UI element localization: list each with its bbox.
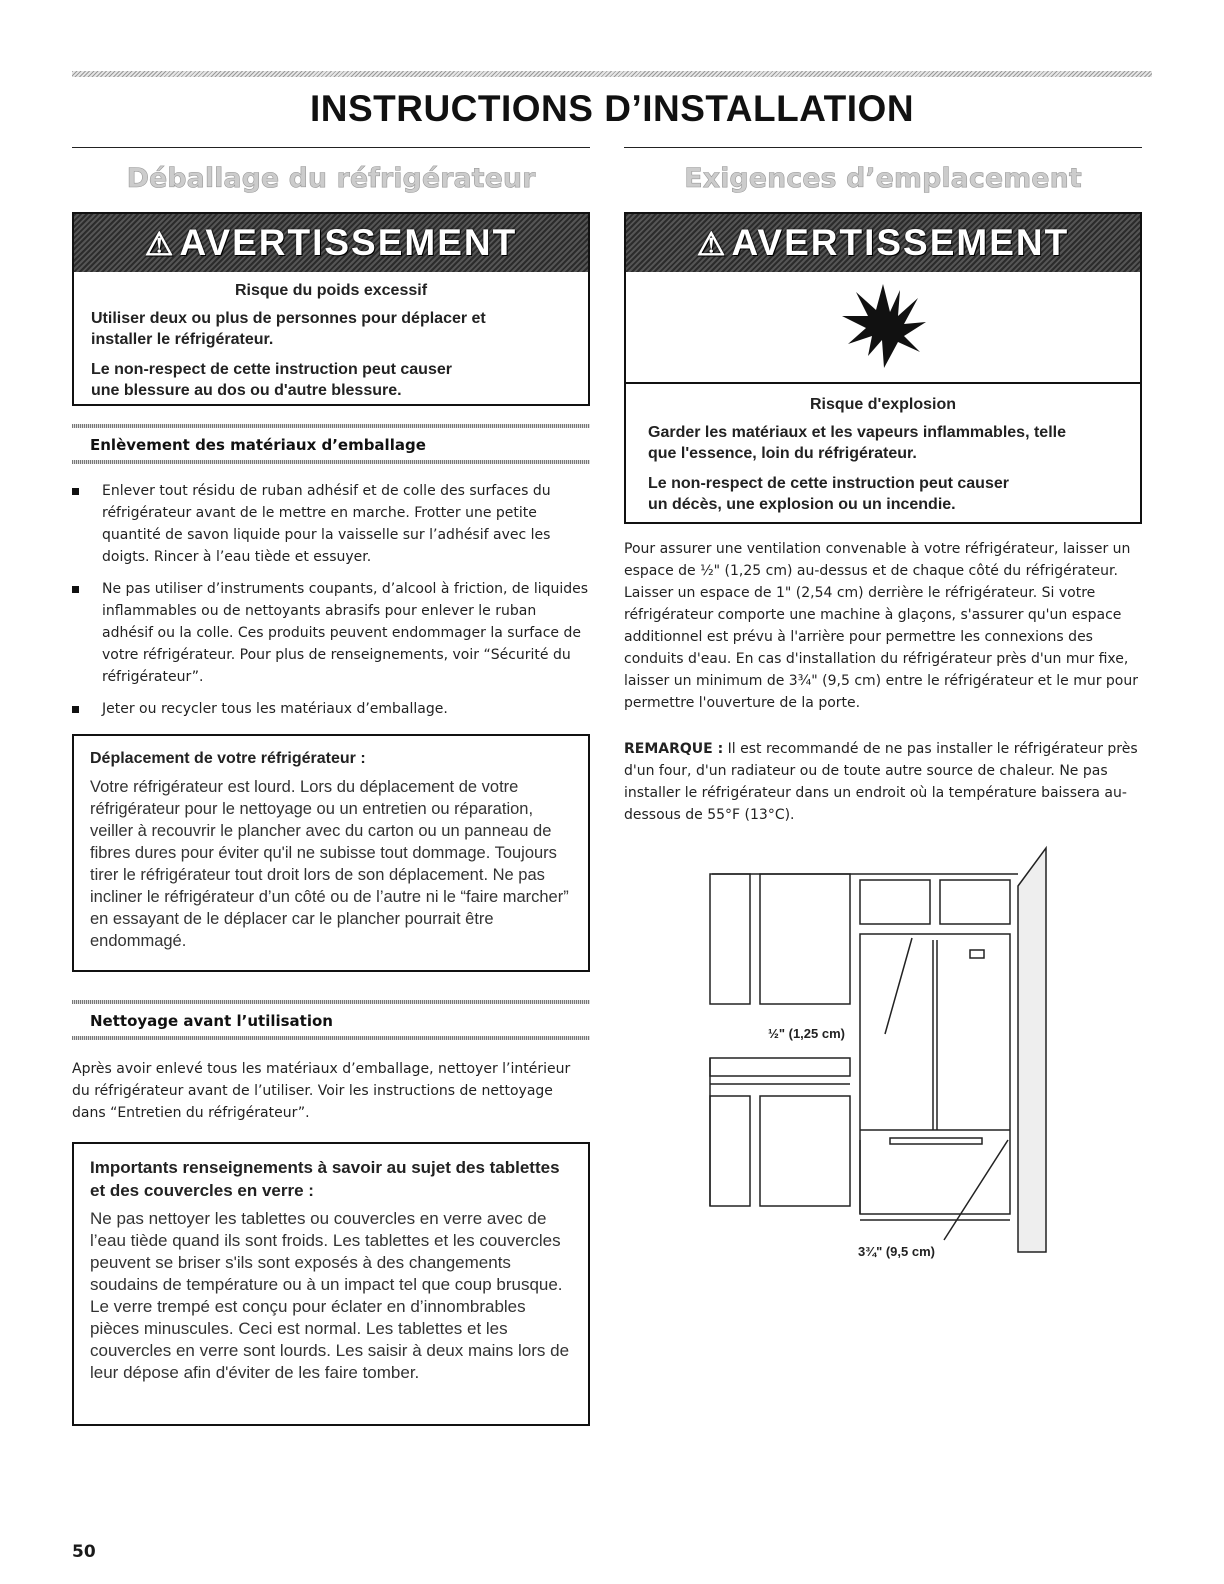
location-paragraph: Pour assurer une ventilation convenable à votre réfrigérateur, laisser un espace de ½" (1,25 cm) au-dessus et de chaque côté du réfrigérateur. Laisser un espace de 1" (2,54 cm) derrière le réfrigérateur. Si votre réfrigérateur comporte une machine à glaçons, s'assurer qu'un espace additionnel est prévu à l'arrière pour permettre les connexions des conduits d'eau. En cas d'installation du réfrigérateur près d'un mur fixe, laisser un minimum de 3¾" (9,5 cm) entre le réfrigérateur et le mur pour permettre l'ouverture de la porte.: [624, 541, 1138, 711]
warning-label: AVERTISSEMENT: [731, 222, 1070, 263]
warning-line: Garder les matériaux et les vapeurs inflammables, telle: [648, 424, 1066, 441]
moving-heading: Déplacement de votre réfrigérateur :: [90, 750, 366, 767]
left-warning-box: [72, 212, 590, 406]
warning-triangle-icon: ⚠: [696, 226, 728, 262]
packing-subhead: [72, 424, 590, 464]
warning-line: Le non-respect de cette instruction peut causer: [648, 475, 1009, 492]
explosion-icon-area: [626, 272, 1140, 384]
glass-info-box: [72, 1142, 590, 1426]
diagram-label-bottom: 3¾" (9,5 cm): [858, 1244, 935, 1259]
packing-heading: Enlèvement des matériaux d’emballage: [90, 436, 426, 454]
right-section-title: Exigences d’emplacement: [684, 163, 1082, 194]
warning-triangle-icon: ⚠: [144, 226, 176, 262]
packing-list: [72, 480, 590, 730]
divider: [72, 1036, 590, 1040]
clearance-diagram: [700, 840, 1060, 1270]
list-item: Jeter ou recycler tous les matériaux d’emballage.: [72, 698, 590, 720]
warning-line: Utiliser deux ou plus de personnes pour déplacer et: [91, 310, 486, 327]
moving-body: Votre réfrigérateur est lourd. Lors du déplacement de votre réfrigérateur pour le nettoyage ou un entretien ou réparation, veiller à recouvrir le plancher avec du carton ou un panneau de fibres dures pour éviter qu'il ne subisse tout dommage. Toujours tirer le réfrigérateur tout droit lors de son déplacement. Ne pas incliner le réfrigérateur d’un côté ou de l’autre ni le “faire marcher” en essayant de le déplacer car le plancher pourrait être endommagé.: [90, 778, 569, 950]
warning-banner: [626, 214, 1140, 272]
warning-risk: Risque d'explosion: [809, 396, 957, 413]
glass-body: Ne pas nettoyer les tablettes ou couvercles en verre avec de l’eau tiède quand ils sont froids. Les tablettes et les couvercles peuvent se briser s'ils sont exposés à des changements soudains de température ou à un impact tel que coup brusque. Le verre trempé est conçu pour éclater en d’innombrables pièces minuscules. Ceci est normal. Les tablettes et les couvercles en verre sont lourds. Les saisir à deux mains lors de leur dépose afin d'éviter de les faire tomber.: [90, 1209, 570, 1382]
right-title-rule: [624, 147, 1142, 148]
list-item: Ne pas utiliser d’instruments coupants, d’alcool à friction, de liquides inflammables ou de nettoyants abrasifs pour enlever le ruban adhésif ou la colle. Ces produits peuvent endommager la surface de votre réfrigérateur. Pour plus de renseignements, voir “Sécurité du réfrigérateur”.: [72, 578, 590, 688]
page-title: INSTRUCTIONS D’INSTALLATION: [309, 88, 915, 129]
left-section-title: Déballage du réfrigérateur: [126, 163, 536, 194]
note-label: REMARQUE :: [624, 741, 724, 757]
warning-line: installer le réfrigérateur.: [91, 331, 274, 348]
note-paragraph: [624, 738, 1142, 826]
top-hatched-bar: [72, 71, 1152, 77]
warning-risk: Risque du poids excessif: [234, 282, 428, 299]
warning-label: AVERTISSEMENT: [179, 222, 518, 263]
diagram-label-top: ½" (1,25 cm): [768, 1026, 845, 1041]
divider: [72, 460, 590, 464]
page-number: 50: [72, 1542, 96, 1562]
right-warning-box: [624, 212, 1142, 524]
glass-heading: Importants renseignements à savoir au sujet des tablettes et des couvercles en verre :: [90, 1158, 560, 1200]
note-text: Il est recommandé de ne pas installer le réfrigérateur près d'un four, d'un radiateur ou de toute autre source de chaleur. Ne pas installer le réfrigérateur dans un endroit où la température baissera au-dessous de 55°F (13°C).: [624, 741, 1138, 823]
left-title-rule: [72, 147, 590, 148]
list-item: Enlever tout résidu de ruban adhésif et de colle des surfaces du réfrigérateur avant de le mettre en marche. Frotter une petite quantité de savon liquide pour la vaisselle sur l’adhésif avec les doigts. Rincer à l’eau tiède et essuyer.: [72, 480, 590, 568]
explosion-icon: [838, 276, 928, 376]
warning-line: une blessure au dos ou d'autre blessure.: [91, 382, 402, 399]
warning-banner: [74, 214, 588, 272]
cleaning-body: Après avoir enlevé tous les matériaux d’emballage, nettoyer l’intérieur du réfrigérateur avant de l’utiliser. Voir les instructions de nettoyage dans “Entretien du réfrigérateur”.: [72, 1061, 571, 1121]
warning-line: Le non-respect de cette instruction peut causer: [91, 361, 452, 378]
warning-line: un décès, une explosion ou un incendie.: [648, 496, 956, 513]
moving-info-box: [72, 734, 590, 972]
warning-line: que l'essence, loin du réfrigérateur.: [648, 445, 917, 462]
cleaning-heading: Nettoyage avant l’utilisation: [90, 1012, 333, 1030]
cleaning-subhead: [72, 1000, 590, 1040]
